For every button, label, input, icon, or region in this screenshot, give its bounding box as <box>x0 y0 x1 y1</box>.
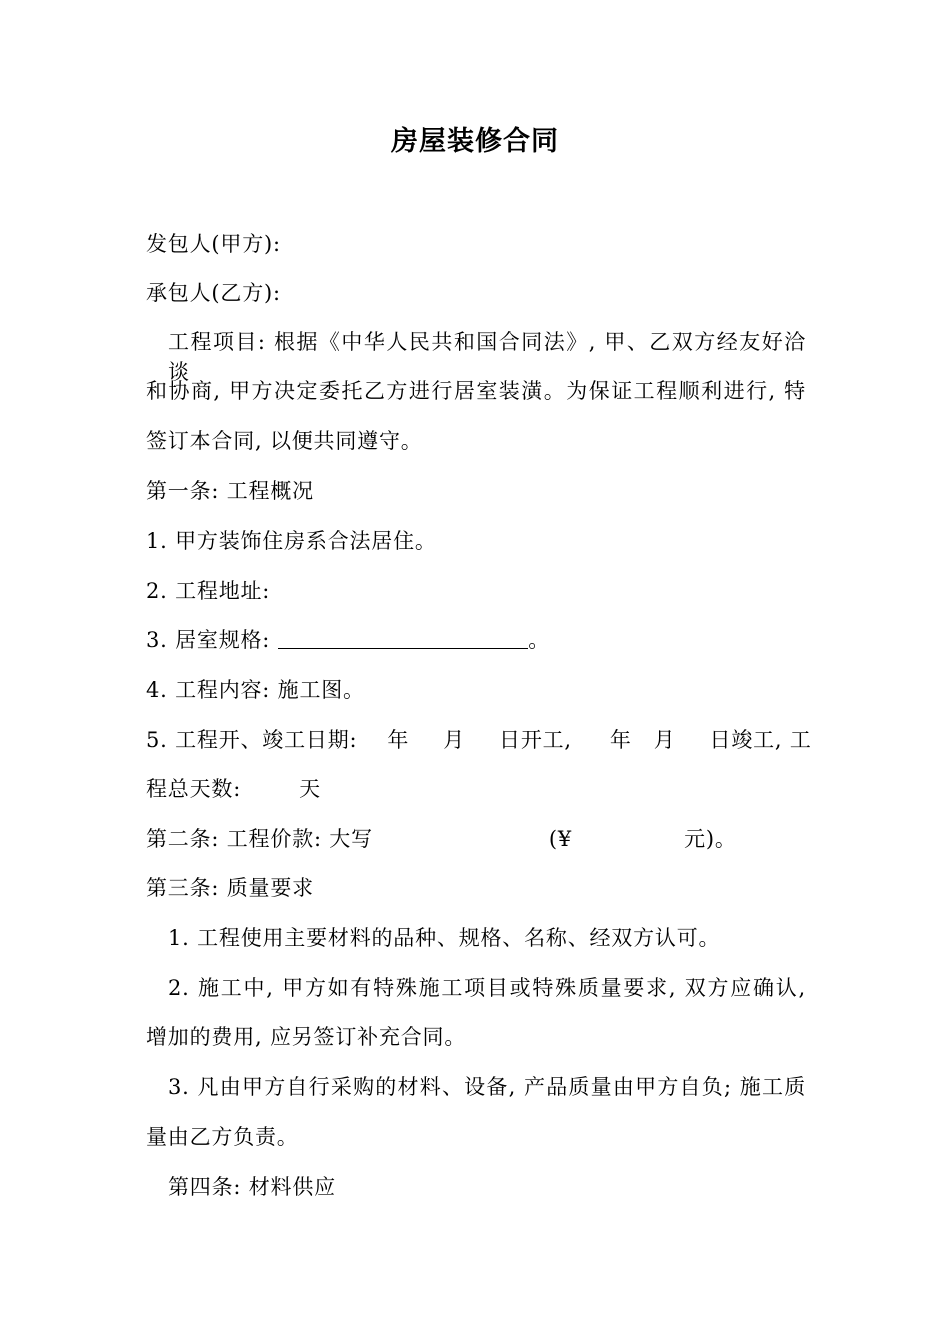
article-3-item-3-line-2: 量由乙方负责。 <box>146 1125 299 1149</box>
intro-line-3: 签订本合同, 以便共同遵守。 <box>146 429 423 453</box>
intro-line-1: 工程项目: 根据《中华人民共和国合同法》, 甲、乙双方经友好洽谈 <box>168 330 806 384</box>
room-spec-end: 。 <box>528 628 550 652</box>
document-title: 房屋装修合同 <box>391 126 559 157</box>
article-2-price <box>146 824 737 854</box>
end-year: 年 <box>609 728 632 752</box>
total-days-label: 程总天数: <box>146 777 242 801</box>
article-1-item-5-line-1 <box>146 725 812 755</box>
article-3-item-3-line-1: 3. 凡由甲方自行采购的材料、设备, 产品质量由甲方自负; 施工质 <box>168 1075 806 1099</box>
room-spec-blank <box>278 626 528 649</box>
article-4-heading: 第四条: 材料供应 <box>168 1175 336 1199</box>
intro-line-2: 和协商, 甲方决定委托乙方进行居室装潢。为保证工程顺利进行, 特 <box>146 379 806 403</box>
article-1-heading: 第一条: 工程概况 <box>146 479 314 503</box>
room-spec-label: 3. 居室规格: <box>146 628 271 652</box>
price-paren-open: (¥ <box>548 827 573 851</box>
article-3-item-2-line-2: 增加的费用, 应另签订补充合同。 <box>146 1025 467 1049</box>
total-days-unit: 天 <box>299 777 321 801</box>
party-a-line: 发包人(甲方): <box>146 232 281 256</box>
end-month: 月 <box>653 728 676 752</box>
dates-label: 5. 工程开、竣工日期: <box>146 728 358 752</box>
article-3-heading: 第三条: 质量要求 <box>146 876 314 900</box>
price-paren-close: 元)。 <box>684 827 737 851</box>
article-1-item-4: 4. 工程内容: 施工图。 <box>146 678 365 702</box>
party-b-line: 承包人(乙方): <box>146 281 281 305</box>
article-1-item-1: 1. 甲方装饰住房系合法居住。 <box>146 529 437 553</box>
article-1-item-3 <box>146 625 550 655</box>
article-1-item-5-line-2 <box>146 774 321 804</box>
start-month: 月 <box>443 728 466 752</box>
start-year: 年 <box>387 728 410 752</box>
article-3-item-2-line-1: 2. 施工中, 甲方如有特殊施工项目或特殊质量要求, 双方应确认, <box>168 976 806 1000</box>
end-day: 日竣工, 工 <box>709 728 812 752</box>
start-day: 日开工, <box>499 728 572 752</box>
article-3-item-1: 1. 工程使用主要材料的品种、规格、名称、经双方认可。 <box>168 926 721 950</box>
article-1-item-2: 2. 工程地址: <box>146 579 271 603</box>
price-label: 第二条: 工程价款: 大写 <box>146 827 373 851</box>
